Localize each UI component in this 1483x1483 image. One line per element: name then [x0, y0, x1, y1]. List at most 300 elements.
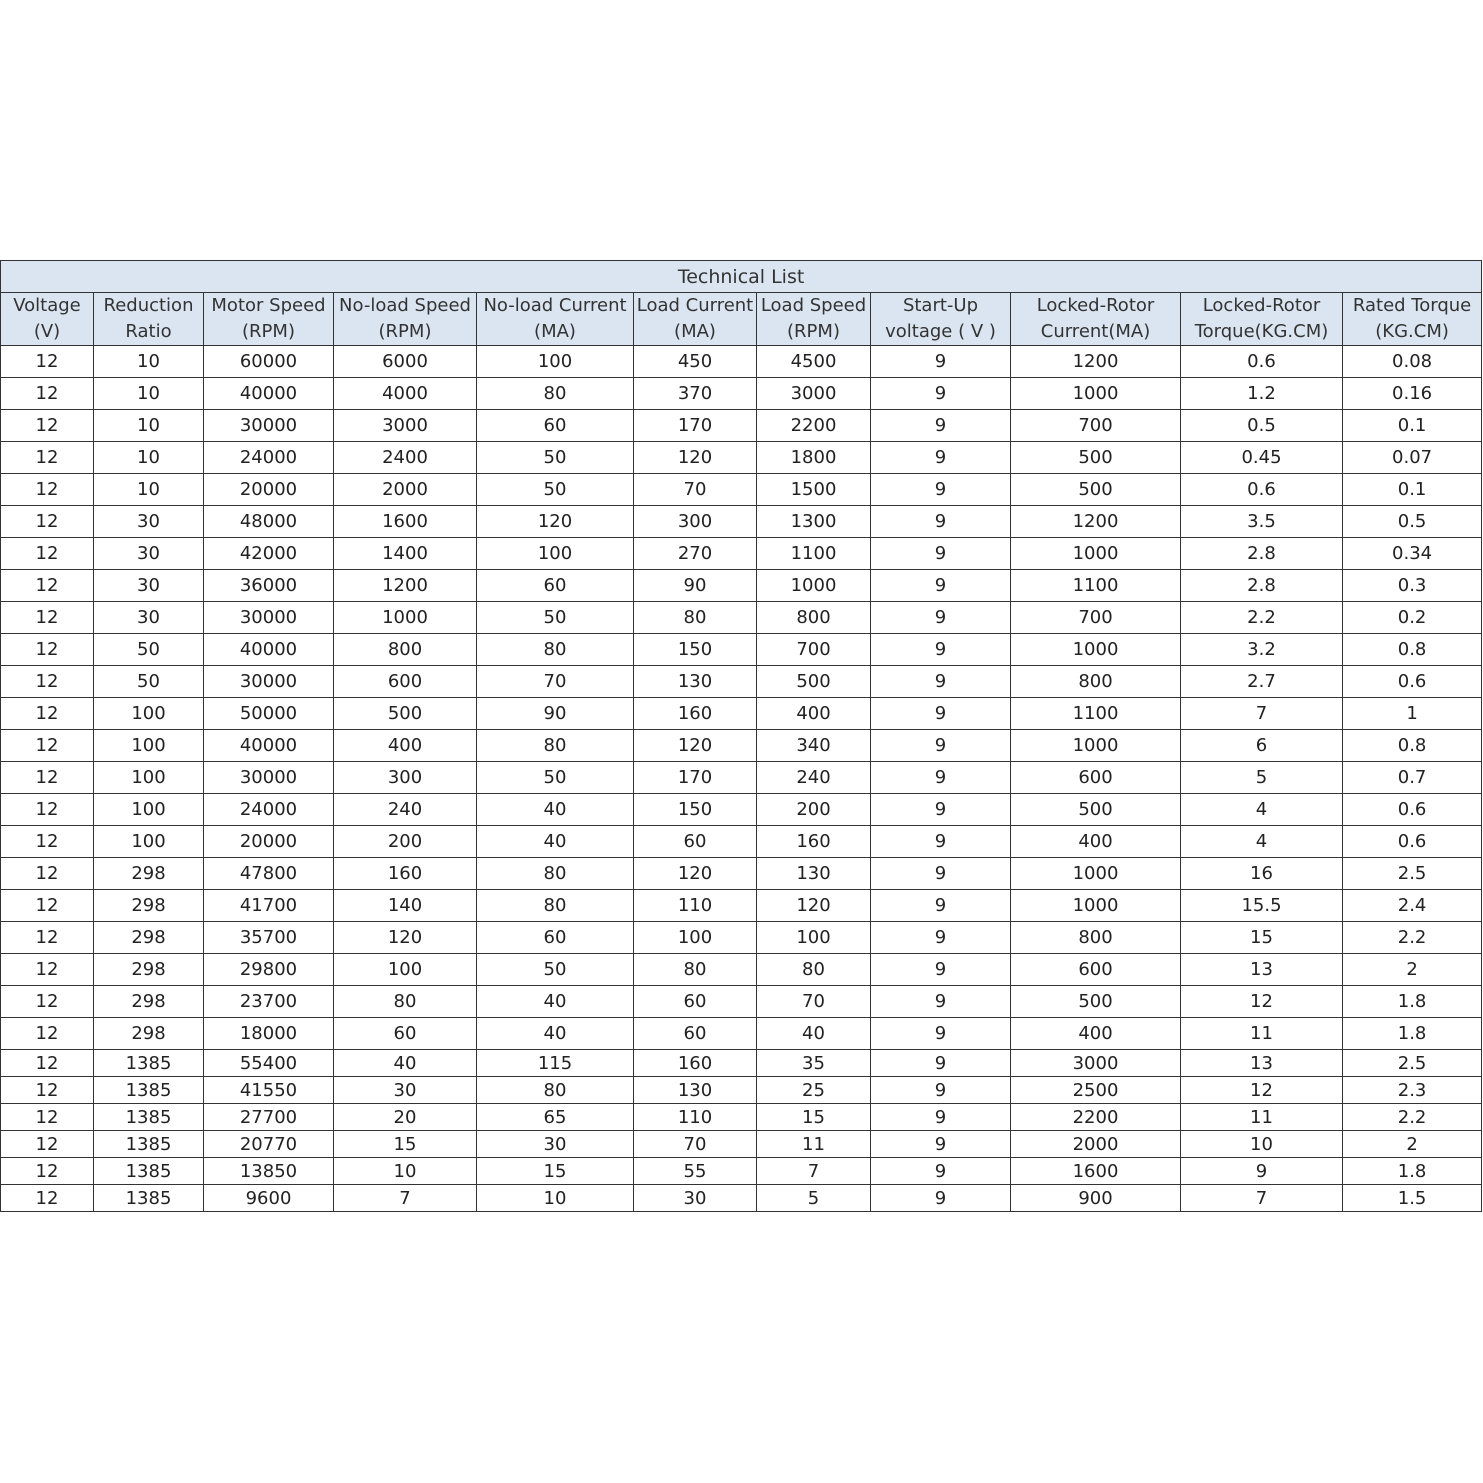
table-cell: 0.8 — [1343, 634, 1482, 666]
table-cell: 30 — [334, 1077, 477, 1104]
table-cell: 12 — [1, 378, 94, 410]
table-cell: 1385 — [94, 1050, 204, 1077]
column-header-line1: Reduction — [103, 295, 194, 316]
column-header — [334, 293, 477, 346]
table-cell: 24000 — [204, 442, 334, 474]
table-cell: 9 — [871, 506, 1011, 538]
table-cell: 11 — [1181, 1104, 1343, 1131]
table-cell: 298 — [94, 1018, 204, 1050]
table-cell: 13850 — [204, 1158, 334, 1185]
table-cell: 12 — [1, 346, 94, 378]
column-header-line2: (RPM) — [787, 321, 840, 342]
table-cell: 500 — [334, 698, 477, 730]
table-cell: 130 — [634, 1077, 757, 1104]
table-cell: 1.5 — [1343, 1185, 1482, 1212]
table-cell: 60 — [634, 826, 757, 858]
table-cell: 70 — [634, 474, 757, 506]
table-cell: 2400 — [334, 442, 477, 474]
table-cell: 10 — [94, 442, 204, 474]
table-cell: 40000 — [204, 378, 334, 410]
table-cell: 300 — [634, 506, 757, 538]
table-cell: 41700 — [204, 890, 334, 922]
column-header-line1: No-load Current — [483, 295, 627, 316]
table-cell: 27700 — [204, 1104, 334, 1131]
table-cell: 1.2 — [1181, 378, 1343, 410]
table-cell: 12 — [1, 1185, 94, 1212]
column-header-line2: (V) — [33, 321, 61, 342]
table-row — [1, 570, 1482, 602]
table-cell: 12 — [1, 1131, 94, 1158]
table-cell: 60 — [477, 922, 634, 954]
table-cell: 240 — [334, 794, 477, 826]
table-cell: 12 — [1, 602, 94, 634]
table-cell: 50 — [477, 442, 634, 474]
table-cell: 1600 — [334, 506, 477, 538]
table-cell: 15.5 — [1181, 890, 1343, 922]
table-cell: 1400 — [334, 538, 477, 570]
column-header-line1: Start-Up — [902, 295, 979, 316]
table-cell: 12 — [1, 666, 94, 698]
table-cell: 1200 — [1011, 346, 1181, 378]
table-cell: 400 — [1011, 1018, 1181, 1050]
column-header-line1: No-load Speed — [339, 295, 471, 316]
table-cell: 12 — [1, 762, 94, 794]
table-cell: 20 — [334, 1104, 477, 1131]
column-header-line2: Torque(KG.CM) — [1194, 321, 1329, 342]
column-header — [757, 293, 871, 346]
table-cell: 1385 — [94, 1185, 204, 1212]
table-cell: 15 — [477, 1158, 634, 1185]
table-cell: 9 — [871, 986, 1011, 1018]
table-cell: 2.8 — [1181, 538, 1343, 570]
table-cell: 400 — [334, 730, 477, 762]
table-cell: 30000 — [204, 602, 334, 634]
table-row — [1, 378, 1482, 410]
table-cell: 70 — [757, 986, 871, 1018]
table-cell: 160 — [634, 1050, 757, 1077]
table-cell: 9 — [871, 954, 1011, 986]
table-cell: 9 — [871, 858, 1011, 890]
table-cell: 80 — [634, 954, 757, 986]
table-cell: 30000 — [204, 762, 334, 794]
table-cell: 0.6 — [1181, 346, 1343, 378]
table-row — [1, 954, 1482, 986]
table-cell: 450 — [634, 346, 757, 378]
table-cell: 1000 — [1011, 730, 1181, 762]
table-cell: 3.5 — [1181, 506, 1343, 538]
table-cell: 100 — [477, 538, 634, 570]
table-cell: 42000 — [204, 538, 334, 570]
table-cell: 115 — [477, 1050, 634, 1077]
table-cell: 0.07 — [1343, 442, 1482, 474]
technical-list-table — [0, 260, 1482, 1212]
table-cell: 3000 — [334, 410, 477, 442]
table-cell: 35 — [757, 1050, 871, 1077]
table-cell: 1100 — [1011, 698, 1181, 730]
table-row — [1, 506, 1482, 538]
table-cell: 60 — [477, 410, 634, 442]
table-row — [1, 602, 1482, 634]
table-cell: 80 — [477, 634, 634, 666]
table-cell: 12 — [1, 890, 94, 922]
table-cell: 298 — [94, 954, 204, 986]
table-cell: 48000 — [204, 506, 334, 538]
column-header-line2: voltage ( V ) — [885, 321, 996, 342]
table-cell: 0.1 — [1343, 474, 1482, 506]
table-cell: 800 — [1011, 666, 1181, 698]
table-cell: 2.7 — [1181, 666, 1343, 698]
table-cell: 2.2 — [1343, 1104, 1482, 1131]
table-cell: 298 — [94, 986, 204, 1018]
table-row — [1, 634, 1482, 666]
table-cell: 1600 — [1011, 1158, 1181, 1185]
table-cell: 12 — [1181, 986, 1343, 1018]
table-title-row — [1, 261, 1482, 293]
table-cell: 50 — [477, 474, 634, 506]
table-cell: 400 — [757, 698, 871, 730]
table-cell: 0.8 — [1343, 730, 1482, 762]
column-header-line2: (MA) — [534, 321, 576, 342]
table-cell: 12 — [1, 1050, 94, 1077]
table-cell: 80 — [334, 986, 477, 1018]
table-cell: 2000 — [334, 474, 477, 506]
table-cell: 9 — [871, 794, 1011, 826]
table-cell: 800 — [757, 602, 871, 634]
column-header-line2: Ratio — [125, 321, 172, 342]
table-cell: 60 — [634, 1018, 757, 1050]
table-cell: 120 — [757, 890, 871, 922]
table-cell: 80 — [477, 890, 634, 922]
table-cell: 298 — [94, 890, 204, 922]
table-cell: 1500 — [757, 474, 871, 506]
table-cell: 9 — [871, 698, 1011, 730]
table-cell: 9 — [871, 602, 1011, 634]
table-cell: 3000 — [1011, 1050, 1181, 1077]
table-cell: 200 — [757, 794, 871, 826]
table-cell: 90 — [634, 570, 757, 602]
table-cell: 1000 — [1011, 538, 1181, 570]
table-cell: 9 — [1181, 1158, 1343, 1185]
table-cell: 12 — [1, 858, 94, 890]
table-cell: 0.3 — [1343, 570, 1482, 602]
column-header-line1: Voltage — [13, 295, 81, 316]
table-cell: 9 — [871, 1185, 1011, 1212]
table-cell: 9 — [871, 1104, 1011, 1131]
table-cell: 40000 — [204, 730, 334, 762]
table-cell: 9 — [871, 1131, 1011, 1158]
table-cell: 20770 — [204, 1131, 334, 1158]
table-cell: 370 — [634, 378, 757, 410]
table-cell: 12 — [1, 826, 94, 858]
table-cell: 1000 — [757, 570, 871, 602]
table-cell: 12 — [1, 538, 94, 570]
table-cell: 9 — [871, 890, 1011, 922]
table-cell: 1000 — [1011, 890, 1181, 922]
table-cell: 24000 — [204, 794, 334, 826]
table-cell: 9600 — [204, 1185, 334, 1212]
column-header-line2: (RPM) — [242, 321, 295, 342]
table-cell: 10 — [1181, 1131, 1343, 1158]
table-row — [1, 474, 1482, 506]
column-header-line1: Rated Torque — [1352, 295, 1472, 316]
table-cell: 130 — [757, 858, 871, 890]
table-cell: 700 — [1011, 410, 1181, 442]
table-cell: 500 — [1011, 442, 1181, 474]
table-cell: 40 — [477, 794, 634, 826]
table-cell: 298 — [94, 922, 204, 954]
table-cell: 130 — [634, 666, 757, 698]
column-header-line1: Load Current — [636, 295, 754, 316]
table-cell: 2500 — [1011, 1077, 1181, 1104]
table-cell: 9 — [871, 634, 1011, 666]
table-cell: 1000 — [1011, 378, 1181, 410]
table-cell: 0.6 — [1343, 666, 1482, 698]
table-row — [1, 858, 1482, 890]
table-cell: 10 — [94, 474, 204, 506]
table-cell: 600 — [1011, 762, 1181, 794]
column-header — [1, 293, 94, 346]
table-cell: 13 — [1181, 1050, 1343, 1077]
column-header-line1: Motor Speed — [211, 295, 326, 316]
table-cell: 1200 — [334, 570, 477, 602]
column-header-line1: Load Speed — [760, 295, 867, 316]
table-cell: 0.6 — [1343, 826, 1482, 858]
table-cell: 30 — [94, 538, 204, 570]
table-cell: 200 — [334, 826, 477, 858]
table-cell: 298 — [94, 858, 204, 890]
table-cell: 12 — [1, 1104, 94, 1131]
table-cell: 100 — [94, 826, 204, 858]
table-cell: 160 — [634, 698, 757, 730]
table-cell: 2.2 — [1343, 922, 1482, 954]
table-cell: 6000 — [334, 346, 477, 378]
column-header — [1011, 293, 1181, 346]
column-header-line2: Current(MA) — [1040, 321, 1151, 342]
table-cell: 10 — [94, 378, 204, 410]
table-cell: 9 — [871, 346, 1011, 378]
table-cell: 100 — [634, 922, 757, 954]
table-cell: 40 — [477, 986, 634, 1018]
table-cell: 9 — [871, 1018, 1011, 1050]
table-cell: 7 — [757, 1158, 871, 1185]
table-row — [1, 1077, 1482, 1104]
table-cell: 20000 — [204, 474, 334, 506]
table-cell: 1100 — [757, 538, 871, 570]
table-cell: 16 — [1181, 858, 1343, 890]
table-row — [1, 890, 1482, 922]
table-cell: 0.16 — [1343, 378, 1482, 410]
table-cell: 1000 — [1011, 858, 1181, 890]
table-cell: 0.08 — [1343, 346, 1482, 378]
table-cell: 120 — [634, 730, 757, 762]
table-cell: 1385 — [94, 1158, 204, 1185]
table-cell: 2.5 — [1343, 858, 1482, 890]
table-cell: 11 — [757, 1131, 871, 1158]
table-cell: 15 — [334, 1131, 477, 1158]
table-cell: 800 — [334, 634, 477, 666]
table-cell: 12 — [1, 698, 94, 730]
table-cell: 9 — [871, 1050, 1011, 1077]
table-cell: 9 — [871, 762, 1011, 794]
table-cell: 2 — [1343, 954, 1482, 986]
table-row — [1, 1050, 1482, 1077]
table-cell: 900 — [1011, 1185, 1181, 1212]
column-header-row — [1, 293, 1482, 346]
table-cell: 15 — [1181, 922, 1343, 954]
table-cell: 1.8 — [1343, 1018, 1482, 1050]
table-cell: 0.6 — [1181, 474, 1343, 506]
table-cell: 150 — [634, 634, 757, 666]
table-cell: 0.45 — [1181, 442, 1343, 474]
table-cell: 1385 — [94, 1104, 204, 1131]
table-cell: 25 — [757, 1077, 871, 1104]
table-cell: 50 — [94, 666, 204, 698]
table-cell: 12 — [1, 1018, 94, 1050]
table-cell: 170 — [634, 410, 757, 442]
table-cell: 80 — [634, 602, 757, 634]
table-cell: 1000 — [334, 602, 477, 634]
table-cell: 100 — [94, 794, 204, 826]
table-cell: 30 — [94, 570, 204, 602]
table-row — [1, 730, 1482, 762]
table-cell: 12 — [1, 634, 94, 666]
table-cell: 2 — [1343, 1131, 1482, 1158]
table-cell: 100 — [94, 698, 204, 730]
table-cell: 12 — [1, 474, 94, 506]
table-cell: 110 — [634, 890, 757, 922]
table-cell: 5 — [757, 1185, 871, 1212]
table-cell: 160 — [757, 826, 871, 858]
table-cell: 9 — [871, 442, 1011, 474]
table-cell: 7 — [334, 1185, 477, 1212]
table-cell: 1.8 — [1343, 1158, 1482, 1185]
table-cell: 0.6 — [1343, 794, 1482, 826]
table-cell: 0.5 — [1343, 506, 1482, 538]
table-cell: 100 — [334, 954, 477, 986]
table-cell: 9 — [871, 826, 1011, 858]
table-cell: 80 — [477, 858, 634, 890]
column-header-line1: Locked-Rotor — [1036, 295, 1155, 316]
table-cell: 40000 — [204, 634, 334, 666]
table-cell: 7 — [1181, 1185, 1343, 1212]
table-row — [1, 762, 1482, 794]
table-cell: 4000 — [334, 378, 477, 410]
table-cell: 120 — [634, 442, 757, 474]
table-cell: 3.2 — [1181, 634, 1343, 666]
table-cell: 60000 — [204, 346, 334, 378]
table-row — [1, 1104, 1482, 1131]
table-body — [1, 346, 1482, 1212]
table-cell: 100 — [94, 762, 204, 794]
table-cell: 80 — [477, 1077, 634, 1104]
table-row — [1, 346, 1482, 378]
table-cell: 80 — [477, 730, 634, 762]
table-row — [1, 698, 1482, 730]
table-cell: 2.2 — [1181, 602, 1343, 634]
table-row — [1, 1131, 1482, 1158]
table-cell: 65 — [477, 1104, 634, 1131]
table-cell: 60 — [634, 986, 757, 1018]
table-cell: 12 — [1, 986, 94, 1018]
column-header-line1: Locked-Rotor — [1202, 295, 1321, 316]
table-cell: 41550 — [204, 1077, 334, 1104]
table-cell: 60 — [477, 570, 634, 602]
table-cell: 50000 — [204, 698, 334, 730]
table-cell: 55400 — [204, 1050, 334, 1077]
table-row — [1, 1018, 1482, 1050]
column-header — [634, 293, 757, 346]
table-cell: 4500 — [757, 346, 871, 378]
table-cell: 50 — [477, 762, 634, 794]
table-cell: 600 — [334, 666, 477, 698]
table-cell: 47800 — [204, 858, 334, 890]
table-cell: 40 — [334, 1050, 477, 1077]
column-header-line2: (MA) — [674, 321, 716, 342]
table-cell: 12 — [1, 794, 94, 826]
table-cell: 9 — [871, 378, 1011, 410]
table-cell: 50 — [477, 954, 634, 986]
column-header-line2: (RPM) — [378, 321, 432, 342]
table-cell: 700 — [757, 634, 871, 666]
table-cell: 30 — [634, 1185, 757, 1212]
table-row — [1, 826, 1482, 858]
table-cell: 1 — [1343, 698, 1482, 730]
table-cell: 12 — [1, 442, 94, 474]
table-row — [1, 538, 1482, 570]
table-cell: 100 — [477, 346, 634, 378]
table-cell: 2.8 — [1181, 570, 1343, 602]
table-cell: 0.5 — [1181, 410, 1343, 442]
column-header — [871, 293, 1011, 346]
table-cell: 3000 — [757, 378, 871, 410]
table-cell: 270 — [634, 538, 757, 570]
table-cell: 160 — [334, 858, 477, 890]
table-cell: 80 — [477, 378, 634, 410]
table-cell: 1385 — [94, 1077, 204, 1104]
table-cell: 9 — [871, 730, 1011, 762]
table-cell: 240 — [757, 762, 871, 794]
table-cell: 300 — [334, 762, 477, 794]
table-cell: 20000 — [204, 826, 334, 858]
table-cell: 9 — [871, 666, 1011, 698]
table-cell: 30 — [94, 506, 204, 538]
table-cell: 120 — [334, 922, 477, 954]
table-cell: 2.4 — [1343, 890, 1482, 922]
table-cell: 400 — [1011, 826, 1181, 858]
table-cell: 40 — [477, 1018, 634, 1050]
table-cell: 9 — [871, 538, 1011, 570]
table-cell: 1800 — [757, 442, 871, 474]
table-cell: 140 — [334, 890, 477, 922]
table-cell: 170 — [634, 762, 757, 794]
table-cell: 100 — [94, 730, 204, 762]
table-cell: 0.34 — [1343, 538, 1482, 570]
table-row — [1, 922, 1482, 954]
table-cell: 30 — [477, 1131, 634, 1158]
table-cell: 12 — [1, 1158, 94, 1185]
table-cell: 150 — [634, 794, 757, 826]
table-cell: 10 — [334, 1158, 477, 1185]
table-cell: 0.1 — [1343, 410, 1482, 442]
table-cell: 50 — [94, 634, 204, 666]
table-cell: 30000 — [204, 410, 334, 442]
table-cell: 70 — [634, 1131, 757, 1158]
table-cell: 40 — [757, 1018, 871, 1050]
column-header-line2: (KG.CM) — [1375, 321, 1449, 342]
table-row — [1, 442, 1482, 474]
column-header — [1343, 293, 1482, 346]
table-cell: 90 — [477, 698, 634, 730]
